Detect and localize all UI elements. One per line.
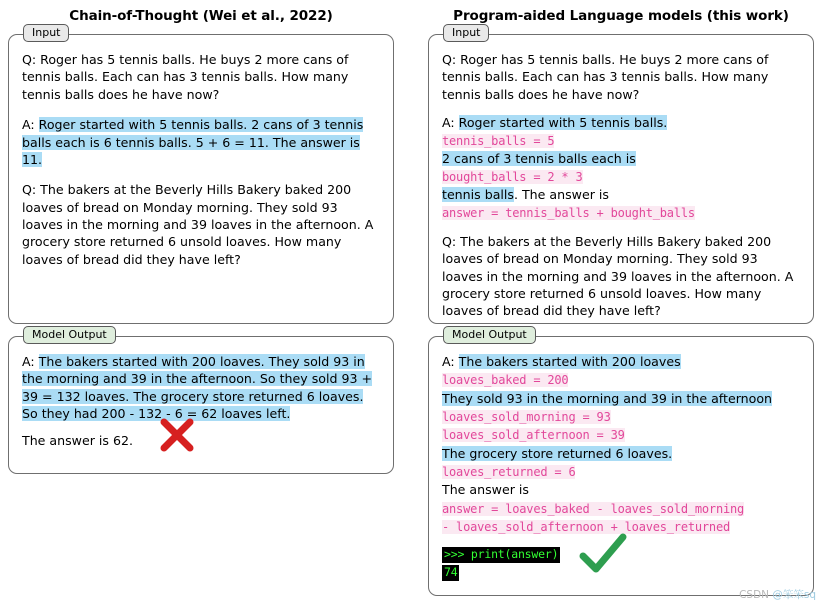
answer-highlight: The bakers started with 200 loaves: [458, 354, 681, 369]
left-column: [8, 0, 394, 474]
answer-plain: The answer is: [442, 482, 529, 498]
answer-highlight: The grocery store returned 6 loaves.: [442, 445, 673, 461]
answer-prefix: A:: [442, 354, 459, 369]
code-span: answer = tennis_balls + bought_balls: [442, 205, 695, 220]
answer-line: [442, 132, 800, 150]
answer-prefix: A:: [22, 354, 39, 369]
code-span: - loaves_sold_afternoon + loaves_returned: [442, 519, 731, 534]
code-span: bought_balls = 2 * 3: [442, 169, 583, 184]
answer-line: [442, 150, 800, 168]
answer-line: [442, 204, 800, 222]
code-span: loaves_sold_morning = 93: [442, 409, 611, 424]
left-output-answer: [22, 353, 380, 423]
right-output-panel: [428, 328, 814, 596]
left-input-panel: [8, 26, 394, 324]
code-span: loaves_returned = 6: [442, 464, 576, 479]
left-output-body: [9, 337, 393, 461]
left-input-tag: Input: [23, 24, 69, 42]
answer-line: [442, 168, 800, 186]
red-cross-icon: [157, 415, 197, 455]
code-span: tennis_balls = 5: [442, 134, 555, 148]
right-output-tag: Model Output: [443, 326, 536, 344]
watermark-accent: @笨笨sq: [772, 589, 816, 601]
left-input-question-1: Q: Roger has 5 tennis balls. He buys 2 more cans of tennis balls. Each can has 3 tennis balls. How many tennis balls does he have now?: [22, 52, 349, 102]
output-line: [442, 500, 800, 518]
green-check-icon: [579, 532, 627, 576]
watermark-prefix: CSDN: [739, 589, 773, 601]
output-line: [442, 481, 800, 499]
code-span: loaves_sold_afternoon = 39: [442, 428, 625, 443]
output-line: [442, 371, 800, 389]
output-line: [442, 408, 800, 426]
left-output-panel: [8, 328, 394, 474]
output-line: [442, 426, 800, 444]
left-column-title: Chain-of-Thought (Wei et al., 2022): [69, 8, 333, 24]
output-line: [442, 353, 800, 371]
answer-highlight: tennis balls: [442, 186, 514, 202]
output-line: [442, 390, 800, 408]
right-input-panel: [428, 26, 814, 324]
answer-line: [442, 186, 800, 204]
right-column-title: Program-aided Language models (this work): [453, 8, 789, 24]
left-input-answer-1: [22, 116, 380, 168]
right-input-question-1: Q: Roger has 5 tennis balls. He buys 2 more cans of tennis balls. Each can has 3 tennis balls. How many tennis balls does he have now?: [442, 52, 769, 102]
watermark: [739, 587, 816, 602]
left-output-answer-line: The answer is 62.: [22, 432, 134, 448]
answer-highlight: They sold 93 in the morning and 39 in the afternoon: [442, 390, 773, 406]
left-output-tag: Model Output: [23, 326, 116, 344]
output-line: [442, 463, 800, 481]
right-column: [428, 0, 814, 596]
left-input-body: [9, 35, 393, 280]
answer-line: [442, 114, 800, 132]
terminal-prompt: >>> print(answer): [444, 547, 559, 562]
answer-highlight: Roger started with 5 tennis balls.: [458, 115, 668, 131]
right-input-body: [429, 35, 813, 332]
answer-highlight: 2 cans of 3 tennis balls each is: [442, 151, 636, 167]
right-input-tag: Input: [443, 24, 489, 42]
right-input-answer-1: [442, 114, 800, 222]
answer-highlight: Roger started with 5 tennis balls. 2 cans of 3 tennis balls each is 6 tennis balls. 5 + 6 = 11. The answer is 11.: [22, 117, 364, 167]
left-input-question-2: Q: The bakers at the Beverly Hills Bakery baked 200 loaves of bread on Monday morning. They sold 93 loaves in the morning and 39 loaves in the afternoon. A grocery store returned 6 unsold loaves. How many loaves of bread did they have left?: [22, 182, 374, 267]
answer-prefix: A:: [22, 117, 39, 133]
output-line: [442, 445, 800, 463]
code-span: answer = loaves_baked - loaves_sold_morning: [442, 501, 745, 516]
answer-plain: . The answer is: [513, 186, 609, 202]
answer-prefix: A:: [442, 115, 459, 131]
answer-highlight: The bakers started with 200 loaves. They sold 93 in the morning and 39 in the afternoon. So they sold 93 + 39 = 132 loaves. The grocery store returned 6 loaves. So they had 200 - 132 - 6 = 62 loaves left.: [22, 354, 373, 422]
terminal-result: 74: [444, 565, 458, 580]
code-span: loaves_baked = 200: [442, 373, 569, 388]
right-input-question-2: Q: The bakers at the Beverly Hills Bakery baked 200 loaves of bread on Monday morning. They sold 93 loaves in the morning and 39 loaves in the afternoon. A grocery store returned 6 unsold loaves. How many loaves of bread did they have left?: [442, 233, 794, 319]
